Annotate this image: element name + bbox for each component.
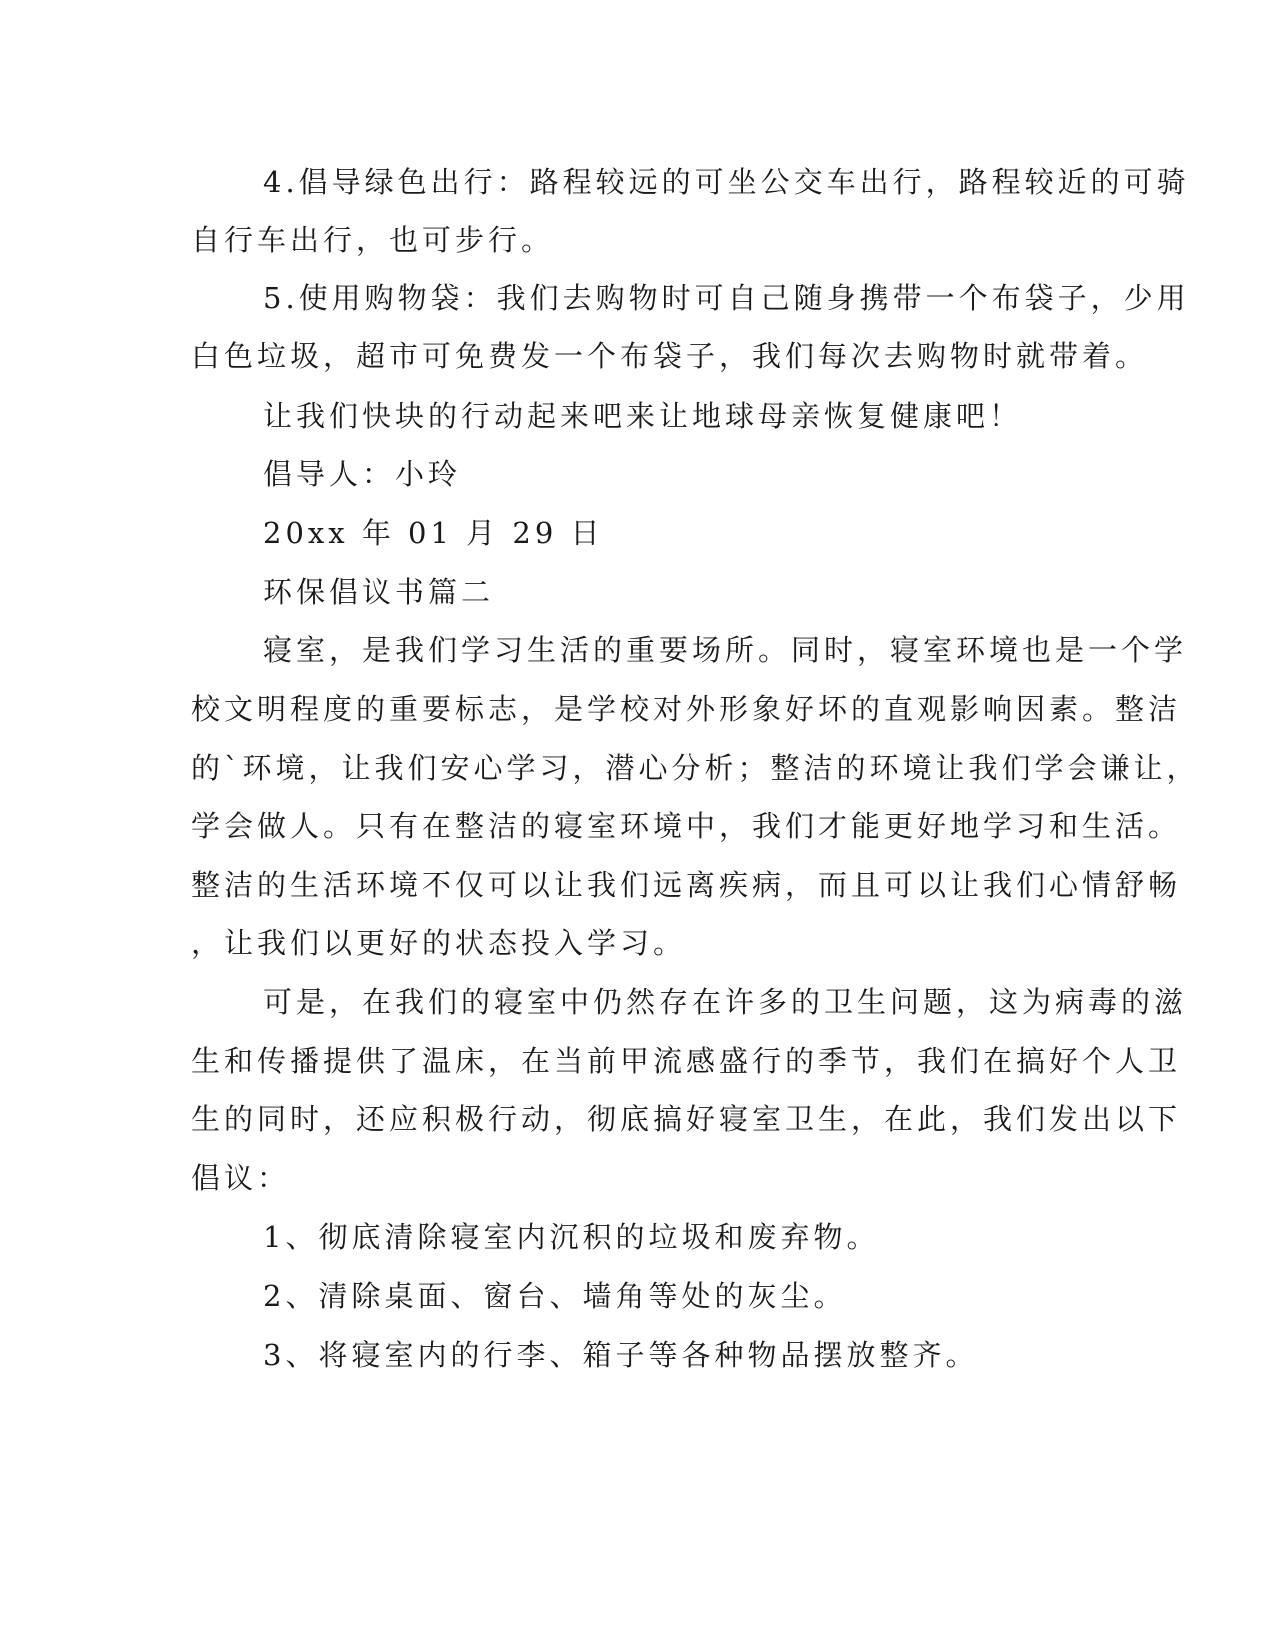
paragraph-line: 可是，在我们的寝室中仍然存在许多的卫生问题，这为病毒的滋 — [263, 985, 1188, 1019]
paragraph-line: 的`环境，让我们安心学习，潜心分析；整洁的环境让我们学会谦让， — [191, 751, 1200, 785]
paragraph-line: 倡议： — [191, 1161, 291, 1195]
list-item: 2、清除桌面、窗台、墙角等处的灰尘。 — [263, 1279, 847, 1313]
section-heading: 环保倡议书篇二 — [263, 575, 495, 609]
paragraph-line: 4.倡导绿色出行：路程较远的可坐公交车出行，路程较近的可骑 — [263, 165, 1190, 199]
paragraph-line: 整洁的生活环境不仅可以让我们远离疾病，而且可以让我们心情舒畅 — [191, 868, 1182, 902]
paragraph-line: 生和传播提供了温床，在当前甲流感盛行的季节，我们在搞好个人卫 — [191, 1044, 1182, 1078]
paragraph-line: 白色垃圾，超市可免费发一个布袋子，我们每次去购物时就带着。 — [191, 339, 1149, 373]
date-line: 20xx 年 01 月 29 日 — [263, 516, 604, 550]
paragraph-line: 5.使用购物袋：我们去购物时可自己随身携带一个布袋子，少用 — [263, 281, 1190, 315]
paragraph-line: 让我们快块的行动起来吧来让地球母亲恢复健康吧！ — [263, 399, 1023, 433]
paragraph-line: 学会做人。只有在整洁的寝室环境中，我们才能更好地学习和生活。 — [191, 809, 1182, 843]
list-item: 3、将寝室内的行李、箱子等各种物品摆放整齐。 — [263, 1338, 979, 1372]
signature-line: 倡导人：小玲 — [263, 457, 462, 491]
paragraph-line: ，让我们以更好的状态投入学习。 — [191, 926, 687, 960]
paragraph-line: 寝室，是我们学习生活的重要场所。同时，寝室环境也是一个学 — [263, 633, 1188, 667]
paragraph-line: 生的同时，还应积极行动，彻底搞好寝室卫生，在此，我们发出以下 — [191, 1102, 1182, 1136]
paragraph-line: 自行车出行，也可步行。 — [191, 223, 555, 257]
list-item: 1、彻底清除寝室内沉积的垃圾和废弃物。 — [263, 1220, 880, 1254]
paragraph-line: 校文明程度的重要标志，是学校对外形象好坏的直观影响因素。整洁 — [191, 692, 1182, 726]
